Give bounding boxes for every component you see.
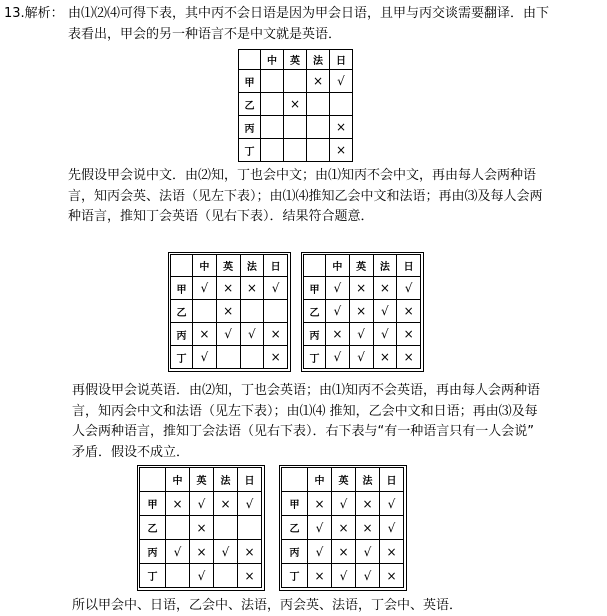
table-row [304, 277, 421, 300]
table-cell: × [238, 540, 262, 564]
column-header: 法 [214, 468, 238, 492]
table-cell: × [349, 277, 373, 300]
table-cell: × [356, 492, 380, 516]
table-row [171, 300, 288, 323]
case-2-line-3: 人会两种语言，推知丁会法语（见右下表）．右下表与“有一种语言只有一人会说” [72, 424, 534, 439]
table-cell: √ [193, 277, 217, 300]
table-cell [166, 564, 190, 588]
table-cell: √ [193, 346, 217, 369]
table-cell: √ [308, 540, 332, 564]
table-3-left [139, 467, 262, 588]
case-2-line-2: 言，知丙会中文和法语（见左下表）；由⑴⑷ 推知，乙会中文和日语；再由⑶及每 [72, 403, 538, 419]
table-cell: × [397, 300, 421, 323]
table-cell: √ [214, 540, 238, 564]
table-row [171, 346, 288, 369]
row-label: 乙 [140, 516, 166, 540]
table-cell [261, 93, 284, 116]
table-cell: √ [190, 492, 214, 516]
column-header: 英 [349, 255, 373, 277]
table-cell: √ [373, 323, 397, 346]
table-row [282, 516, 404, 540]
table-cell: √ [308, 516, 332, 540]
column-header: 法 [240, 255, 264, 277]
column-header: 中 [308, 468, 332, 492]
table-row [282, 540, 404, 564]
table-row [140, 564, 262, 588]
table-cell: × [397, 346, 421, 369]
table-cell: √ [240, 323, 264, 346]
table-row [304, 346, 421, 369]
table-cell [307, 116, 330, 139]
table-2-left [170, 254, 288, 369]
table-cell [261, 139, 284, 162]
table-3-right [281, 467, 404, 588]
table-cell [214, 564, 238, 588]
row-label: 乙 [171, 300, 193, 323]
table-2-right [303, 254, 421, 369]
column-header: 英 [284, 50, 307, 70]
table-cell [214, 516, 238, 540]
table-row [282, 492, 404, 516]
table-cell: √ [380, 492, 404, 516]
table-cell: √ [326, 300, 350, 323]
table-cell: √ [330, 70, 353, 93]
table-cell: × [373, 346, 397, 369]
table-cell [193, 300, 217, 323]
column-header: 日 [397, 255, 421, 277]
table-cell: × [264, 323, 288, 346]
table-cell: × [308, 492, 332, 516]
column-header: 中 [326, 255, 350, 277]
row-label: 丙 [282, 540, 308, 564]
table-cell: × [380, 540, 404, 564]
table-row [282, 564, 404, 588]
table-cell [240, 300, 264, 323]
table-cell [238, 516, 262, 540]
table-cell [284, 116, 307, 139]
table-row [239, 70, 353, 93]
column-header: 日 [238, 468, 262, 492]
column-header: 法 [307, 50, 330, 70]
table-corner-cell [171, 255, 193, 277]
table-cell: √ [356, 564, 380, 588]
row-label: 甲 [140, 492, 166, 516]
row-label: 甲 [239, 70, 261, 93]
column-header: 中 [193, 255, 217, 277]
row-label: 丁 [304, 346, 326, 369]
row-label: 甲 [282, 492, 308, 516]
row-label: 丁 [282, 564, 308, 588]
table-cell: × [330, 139, 353, 162]
row-label: 丙 [304, 323, 326, 346]
table-cell [307, 93, 330, 116]
problem-number: 13.解析： [4, 6, 64, 21]
table-cell: × [216, 277, 240, 300]
table-cell [261, 116, 284, 139]
table-cell: √ [332, 492, 356, 516]
case-2-line-4: 矛盾．假设不成立． [72, 444, 190, 460]
table-cell: × [238, 564, 262, 588]
table-row [304, 300, 421, 323]
row-label: 丙 [140, 540, 166, 564]
column-header: 中 [261, 50, 284, 70]
table-row [239, 116, 353, 139]
table-cell: √ [238, 492, 262, 516]
table-cell: √ [332, 564, 356, 588]
table-corner-cell [304, 255, 326, 277]
case-1-text [68, 166, 543, 228]
table-cell: × [190, 516, 214, 540]
table-cell [330, 93, 353, 116]
row-label: 甲 [171, 277, 193, 300]
table-cell: × [349, 300, 373, 323]
table-cell: × [326, 323, 350, 346]
column-header: 法 [373, 255, 397, 277]
column-header: 英 [216, 255, 240, 277]
row-label: 丙 [239, 116, 261, 139]
row-label: 乙 [239, 93, 261, 116]
row-label: 乙 [304, 300, 326, 323]
column-header: 法 [356, 468, 380, 492]
row-label: 丁 [171, 346, 193, 369]
table-row [171, 277, 288, 300]
row-label: 甲 [304, 277, 326, 300]
table-cell: × [332, 516, 356, 540]
table-row [239, 139, 353, 162]
table-cell: √ [326, 277, 350, 300]
table-cell [261, 70, 284, 93]
intro-line-1: 由⑴⑵⑷可得下表，其中丙不会日语是因为甲会日语，且甲与丙交谈需要翻译．由下 [68, 6, 550, 21]
table-cell: × [332, 540, 356, 564]
table-row [140, 516, 262, 540]
table-cell: √ [373, 300, 397, 323]
table-row [304, 323, 421, 346]
table-corner-cell [282, 468, 308, 492]
table-cell: × [264, 346, 288, 369]
column-header: 日 [330, 50, 353, 70]
column-header: 日 [264, 255, 288, 277]
table-row [140, 492, 262, 516]
table-cell: × [284, 93, 307, 116]
case-1-line-1: 先假设甲会说中文．由⑵知，丁也会中文；由⑴知丙不会中文，再由每人会两种语 [68, 168, 537, 183]
table-cell: × [214, 492, 238, 516]
table-cell: × [397, 323, 421, 346]
table-cell [216, 346, 240, 369]
row-label: 丁 [140, 564, 166, 588]
case-1-line-2: 言，知丙会英、法语（见左下表）；由⑴⑷推知乙会中文和法语；再由⑶及每人会两 [68, 188, 543, 204]
table-row [171, 323, 288, 346]
table-cell: √ [349, 323, 373, 346]
table-cell [284, 70, 307, 93]
table-cell: √ [216, 323, 240, 346]
table-cell: √ [356, 540, 380, 564]
table-cell: √ [349, 346, 373, 369]
table-corner-cell [140, 468, 166, 492]
row-label: 乙 [282, 516, 308, 540]
table-corner-cell [239, 50, 261, 70]
row-label: 丁 [239, 139, 261, 162]
case-1-line-3: 种语言，推知丁会英语（见右下表）．结果符合题意． [68, 209, 374, 224]
table-cell: √ [326, 346, 350, 369]
table-1 [238, 49, 353, 162]
column-header: 中 [166, 468, 190, 492]
row-label: 丙 [171, 323, 193, 346]
case-2-line-1: 再假设甲会说英语．由⑵知，丁也会英语；由⑴知丙不会英语，再由每人会两种语 [72, 383, 541, 398]
table-row [140, 540, 262, 564]
conclusion: 所以甲会中、日语，乙会中、法语，丙会英、法语，丁会中、英语． [72, 598, 463, 613]
table-cell: × [356, 516, 380, 540]
table-cell [166, 516, 190, 540]
table-cell: √ [397, 277, 421, 300]
table-cell: × [193, 323, 217, 346]
table-cell: √ [166, 540, 190, 564]
table-cell: × [307, 70, 330, 93]
table-cell [240, 346, 264, 369]
table-cell [307, 139, 330, 162]
intro-line-2: 表看出，甲会的另一种语言不是中文就是英语． [68, 27, 342, 42]
column-header: 英 [332, 468, 356, 492]
table-cell [284, 139, 307, 162]
table-cell [264, 300, 288, 323]
table-cell: √ [264, 277, 288, 300]
table-cell: × [190, 540, 214, 564]
table-cell: × [308, 564, 332, 588]
table-cell: × [166, 492, 190, 516]
table-row [239, 93, 353, 116]
column-header: 日 [380, 468, 404, 492]
table-cell: × [216, 300, 240, 323]
column-header: 英 [190, 468, 214, 492]
table-cell: √ [380, 516, 404, 540]
table-cell: √ [190, 564, 214, 588]
case-2-text [72, 381, 540, 463]
table-cell: × [380, 564, 404, 588]
table-cell: × [373, 277, 397, 300]
table-cell: × [330, 116, 353, 139]
table-cell: × [240, 277, 264, 300]
